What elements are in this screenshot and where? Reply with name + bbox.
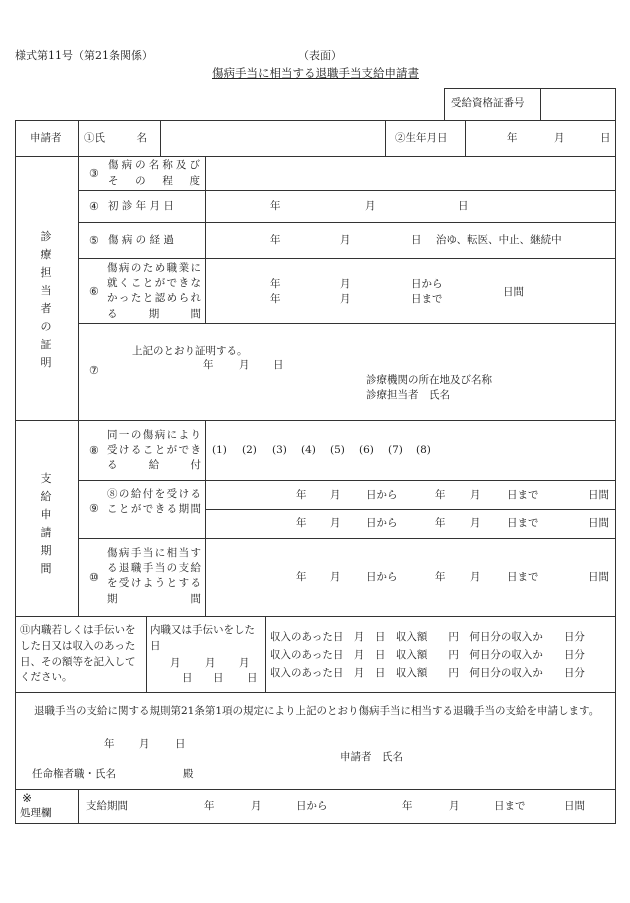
progress-options[interactable]: 治ゆ、転医、中止、継続中 <box>436 234 562 246</box>
benefit-option-7[interactable]: (7) <box>388 444 403 456</box>
birth-day-unit: 日 <box>600 132 611 144</box>
r9b-from-month-unit: 月 <box>330 517 341 529</box>
benefit-option-1[interactable]: (1) <box>212 444 227 456</box>
declaration-year-unit: 年 <box>104 738 115 750</box>
side-job-month-3: 月 <box>239 657 250 669</box>
birth-month-unit: 月 <box>554 132 565 144</box>
r9a-from-month-unit: 月 <box>330 489 341 501</box>
appointer-label: 任命権者職・氏名 <box>32 768 116 780</box>
first-visit-month-unit: 月 <box>365 200 376 212</box>
honorific: 殿 <box>183 768 194 780</box>
cert-date-year-unit: 年 <box>203 359 214 371</box>
r10-to-year-unit: 年 <box>435 571 446 583</box>
progress-year-unit: 年 <box>270 234 281 246</box>
illness-name-field[interactable] <box>206 157 614 189</box>
unable-from-day-unit: 日から <box>411 278 443 290</box>
r10-to-day-unit: 日まで <box>507 571 539 583</box>
declaration-month-unit: 月 <box>139 738 150 750</box>
item-4-number: ④ <box>89 200 99 213</box>
benefit-option-4[interactable]: (4) <box>301 444 316 456</box>
item-10-number: ⑩ <box>89 571 99 584</box>
proc-to-month-unit: 月 <box>449 800 460 812</box>
birth-date-label: ②生年月日 <box>395 132 448 144</box>
proc-from-day-unit: 日から <box>296 800 328 812</box>
unable-from-month-unit: 月 <box>340 278 351 290</box>
item-8-number: ⑧ <box>89 444 99 457</box>
form-number: 様式第11号（第21条関係） <box>15 49 153 62</box>
r9b-to-month-unit: 月 <box>470 517 481 529</box>
side-job-month-2: 月 <box>205 657 216 669</box>
applicant-label: 申請者 <box>30 132 62 144</box>
payment-section-label: 支給申請期間 <box>40 472 52 575</box>
r9a-from-year-unit: 年 <box>296 489 307 501</box>
item-5-number: ⑤ <box>89 234 99 247</box>
item-9-number: ⑨ <box>89 502 99 515</box>
proc-days-unit: 日間 <box>564 800 585 812</box>
r9b-to-year-unit: 年 <box>435 517 446 529</box>
cert-date-month-unit: 月 <box>239 359 250 371</box>
birth-year-unit: 年 <box>507 132 518 144</box>
item-6-label: 傷病のため職業に就くことができなかったと認められる期間 <box>107 262 201 320</box>
r10-days-unit: 日間 <box>588 571 609 583</box>
unable-to-day-unit: 日まで <box>411 293 443 305</box>
benefit-option-2[interactable]: (2) <box>242 444 257 456</box>
doctor-name-label: 診療担当者 氏名 <box>366 389 450 401</box>
proc-to-year-unit: 年 <box>402 800 413 812</box>
benefit-option-6[interactable]: (6) <box>359 444 374 456</box>
r9b-from-year-unit: 年 <box>296 517 307 529</box>
progress-day-unit: 日 <box>411 234 422 246</box>
r10-from-year-unit: 年 <box>296 571 307 583</box>
item-3-number: ③ <box>89 167 99 180</box>
income-line-2: 収入のあった日 月 日 収入額 円 何日分の収入か 日分 <box>270 649 585 661</box>
benefit-option-8[interactable]: (8) <box>416 444 431 456</box>
applicant-name-field[interactable] <box>161 121 384 155</box>
item-3-label-1: 傷病の名称及び <box>108 159 200 171</box>
processing-mark: ※ <box>22 791 33 805</box>
page-title: 傷病手当に相当する退職手当支給申請書 <box>212 66 419 80</box>
unable-days-unit: 日間 <box>503 286 524 298</box>
declaration-day-unit: 日 <box>175 738 186 750</box>
item-8-label: 同一の傷病により受けることができる給付 <box>107 429 201 472</box>
cert-date-day-unit: 日 <box>273 359 284 371</box>
item-11-label: ⑪内職若しくは手伝いをした日又は収入のあった日、その額等を記入してください。 <box>20 624 136 684</box>
side-job-day-3: 日 <box>247 672 258 684</box>
r9a-days-unit: 日間 <box>588 489 609 501</box>
institution-label: 診療機関の所在地及び名称 <box>366 374 492 386</box>
r9b-days-unit: 日間 <box>588 517 609 529</box>
proc-from-year-unit: 年 <box>204 800 215 812</box>
item-9-label: ⑧の給付を受けることができる期間 <box>107 488 201 516</box>
side-job-month-1: 月 <box>170 657 181 669</box>
item-4-label: 初 診 年 月 日 <box>108 200 174 212</box>
income-line-1: 収入のあった日 月 日 収入額 円 何日分の収入か 日分 <box>270 631 585 643</box>
r10-to-month-unit: 月 <box>470 571 481 583</box>
unable-to-month-unit: 月 <box>340 293 351 305</box>
r9b-from-day-unit: 日から <box>366 517 398 529</box>
r10-from-month-unit: 月 <box>330 571 341 583</box>
benefit-option-3[interactable]: (3) <box>272 444 287 456</box>
r9a-from-day-unit: 日から <box>366 489 398 501</box>
item-7-number: ⑦ <box>89 364 99 377</box>
unable-from-year-unit: 年 <box>270 278 281 290</box>
certification-text: 上記のとおり証明する。 <box>132 345 248 357</box>
cert-number-field[interactable] <box>541 89 614 119</box>
processing-label: 処理欄 <box>20 807 52 819</box>
doctor-section-label: 診療担当者の証明 <box>40 230 52 369</box>
name-label: ①氏 名 <box>84 132 147 144</box>
item-10-label: 傷病手当に相当する退職手当の支給を受けようとする期間 <box>107 547 201 605</box>
r9b-to-day-unit: 日まで <box>507 517 539 529</box>
side-job-day-1: 日 <box>182 672 193 684</box>
proc-to-day-unit: 日まで <box>494 800 526 812</box>
r9a-to-month-unit: 月 <box>470 489 481 501</box>
benefit-option-5[interactable]: (5) <box>330 444 345 456</box>
item-5-label: 傷 病 の 経 過 <box>108 234 174 246</box>
proc-from-month-unit: 月 <box>251 800 262 812</box>
item-3-label-2: そ の 程 度 <box>108 175 200 187</box>
payment-period-label: 支給期間 <box>86 800 128 812</box>
progress-month-unit: 月 <box>340 234 351 246</box>
r9a-to-year-unit: 年 <box>435 489 446 501</box>
cert-number-label: 受給資格証番号 <box>451 97 525 109</box>
applicant-name-signature-label: 申請者 氏名 <box>340 751 403 763</box>
income-line-3: 収入のあった日 月 日 収入額 円 何日分の収入か 日分 <box>270 667 585 679</box>
unable-to-year-unit: 年 <box>270 293 281 305</box>
r10-from-day-unit: 日から <box>366 571 398 583</box>
side-job-days-label: 内職又は手伝いをした日 <box>150 624 255 652</box>
r9a-to-day-unit: 日まで <box>507 489 539 501</box>
first-visit-year-unit: 年 <box>270 200 281 212</box>
side-job-day-2: 日 <box>213 672 224 684</box>
side-label: （表面） <box>298 49 342 62</box>
first-visit-day-unit: 日 <box>458 200 469 212</box>
declaration-text: 退職手当の支給に関する規則第21条第1項の規定により上記のとおり傷病手当に相当する退職手当の支給を申請します。 <box>34 705 600 717</box>
item-6-number: ⑥ <box>89 285 99 298</box>
